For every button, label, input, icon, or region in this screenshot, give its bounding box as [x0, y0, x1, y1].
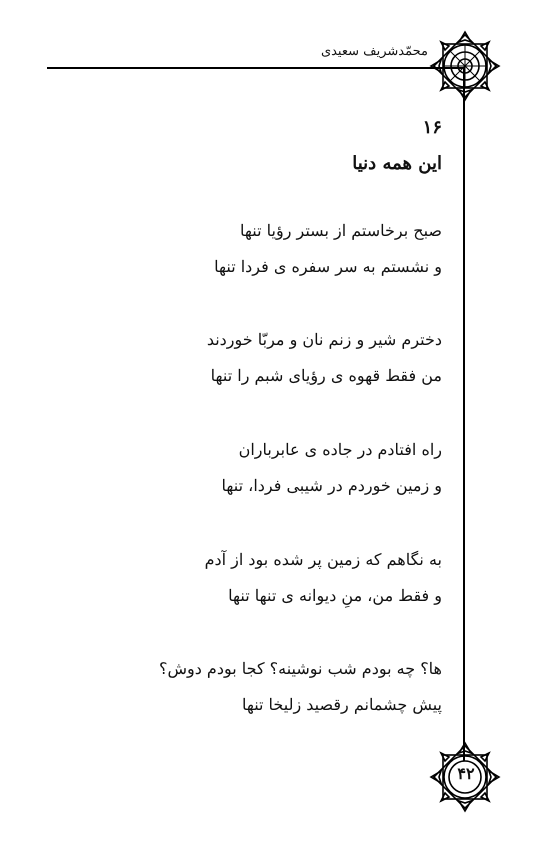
poem-title: این همه دنیا	[352, 153, 442, 174]
poem-line: من فقط قهوه ی رؤیای شبم را تنها	[210, 366, 442, 385]
margin-rule	[463, 67, 465, 779]
header-rule	[47, 67, 465, 69]
page-number: ۴۲	[457, 764, 475, 783]
poem-line: پیش چشمانم رقصید زلیخا تنها	[241, 695, 442, 714]
stanza-4	[142, 542, 442, 614]
poem-line: دخترم شیر و زنم نان و مربّا خوردند	[206, 330, 442, 349]
stanza-5	[142, 651, 442, 723]
poem-line: و زمین خوردم در شیبی فردا، تنها	[221, 476, 442, 495]
poem-line: صبح برخاستم از بستر رؤیا تنها	[240, 221, 442, 240]
poem-line: به نگاهم که زمین پر شده بود از آدم	[204, 550, 442, 569]
poem-number: ۱۶	[422, 117, 442, 138]
poem-line: و فقط من، منِ دیوانه ی تنها تنها	[228, 586, 442, 605]
stanza-3	[142, 432, 442, 504]
poem-line: و نشستم به سر سفره ی فردا تنها	[214, 257, 442, 276]
poem-line: راه افتادم در جاده ی عابرباران	[238, 440, 442, 459]
poem-line: ها؟ چه بودم شب نوشینه؟ کجا بودم دوش؟	[158, 659, 442, 678]
stanza-1	[142, 213, 442, 285]
stanza-2	[142, 322, 442, 394]
ornament-top-icon	[427, 28, 503, 104]
running-header-author: محمّدشریف سعیدی	[320, 44, 428, 59]
